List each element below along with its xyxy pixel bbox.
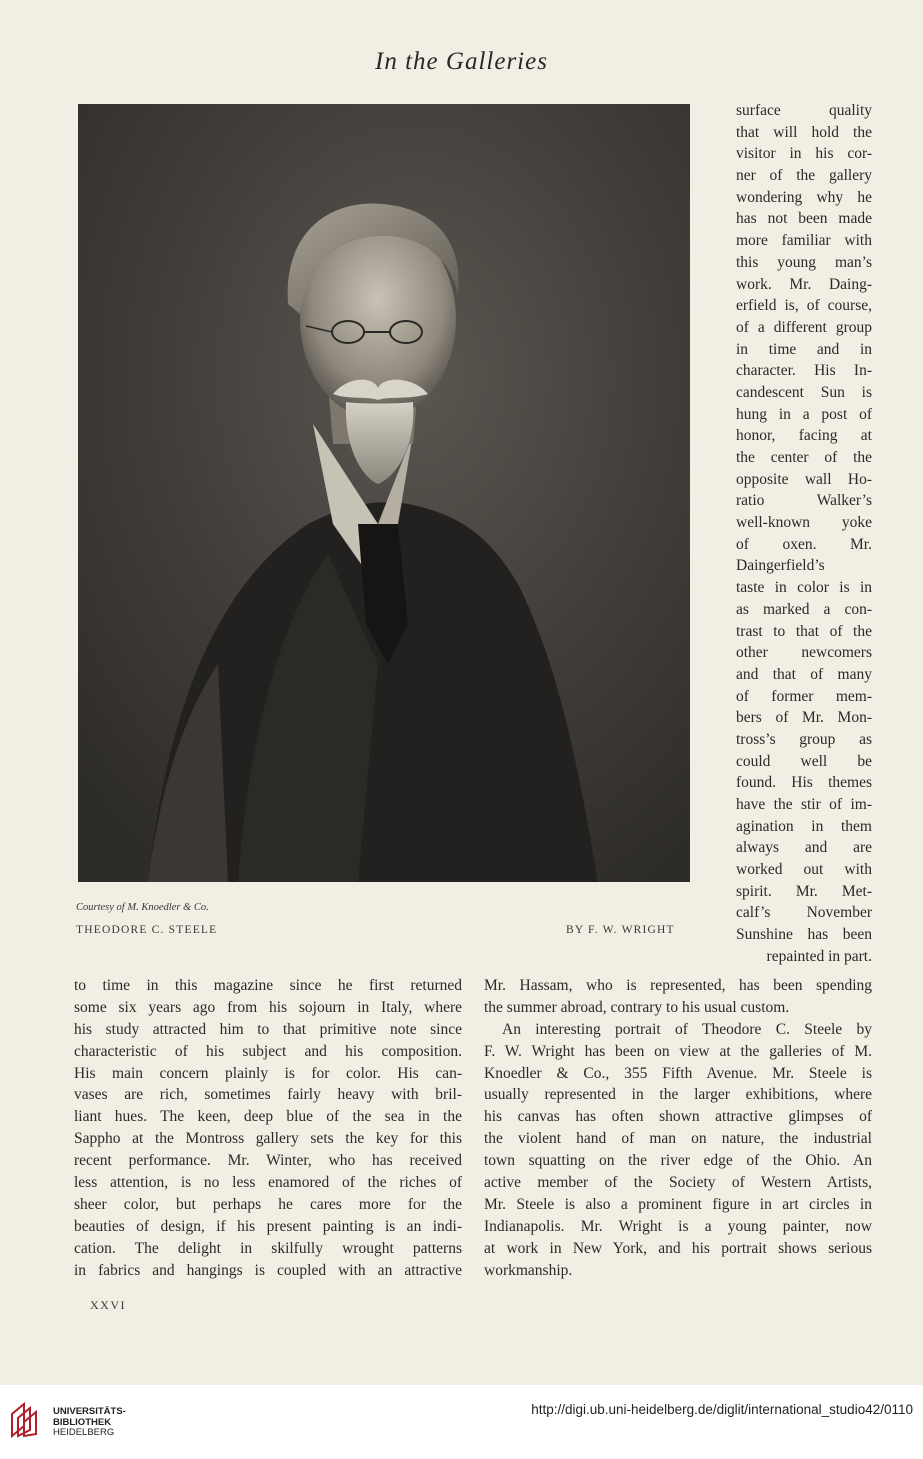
- text-line: liant hues. The keen, deep blue of the sea in the: [74, 1108, 462, 1126]
- text-line: Knoedler & Co., 355 Fifth Avenue. Mr. Steele is: [484, 1064, 872, 1082]
- text-line: has not been made: [736, 210, 872, 228]
- text-line: repainted in part.: [766, 947, 872, 965]
- text-line: ner of the gallery: [736, 167, 872, 185]
- text-line: town squatting on the river edge of the Ohio. An: [484, 1152, 872, 1170]
- text-line: honor, facing at: [736, 427, 872, 445]
- text-line: calf’s November: [736, 904, 872, 922]
- text-line: erfield is, of course,: [736, 297, 872, 315]
- figure-sitter: THEODORE C. STEELE: [76, 924, 218, 936]
- text-line: An interesting portrait of Theodore C. Steele by: [502, 1020, 872, 1038]
- text-line: hung in a post of: [736, 405, 872, 423]
- right-column-text: [484, 975, 872, 1281]
- figure-credit: Courtesy of M. Knoedler & Co.: [76, 902, 209, 913]
- text-line: Daingerfield’s: [736, 557, 825, 575]
- text-line: sheer color, but perhaps he cares more for the: [74, 1195, 462, 1213]
- text-line: could well be: [736, 752, 872, 770]
- library-logo-icon: [10, 1402, 44, 1438]
- text-line: at work in New York, and his portrait shows serious: [484, 1239, 872, 1257]
- text-line: always and are: [736, 839, 872, 857]
- library-line: UNIVERSITÄTS-: [53, 1406, 126, 1417]
- text-line: wondering why he: [736, 188, 872, 206]
- text-line: workmanship.: [484, 1261, 573, 1279]
- text-line: active member of the Society of Western Artists,: [484, 1174, 872, 1192]
- text-line: work. Mr. Daing-: [736, 275, 872, 293]
- text-line: beauties of design, if his present painting is an indi-: [74, 1217, 462, 1235]
- text-line: agination in them: [736, 817, 872, 835]
- text-line: spirit. Mr. Met-: [736, 882, 872, 900]
- text-line: visitor in his cor-: [736, 145, 872, 163]
- text-line: the summer abroad, contrary to his usual custom.: [484, 998, 790, 1016]
- text-line: of a different group: [736, 318, 872, 336]
- text-line: F. W. Wright has been on view at the galleries of M.: [484, 1042, 872, 1060]
- text-line: candescent Sun is: [736, 383, 872, 401]
- library-name: [53, 1407, 126, 1439]
- portrait-illustration: [78, 104, 690, 882]
- text-line: that will hold the: [736, 123, 872, 141]
- text-line: tross’s group as: [736, 730, 872, 748]
- text-line: Mr. Hassam, who is represented, has been spending: [484, 977, 872, 994]
- side-column-text: [736, 100, 872, 968]
- text-line: found. His themes: [736, 774, 872, 792]
- text-line: in time and in: [736, 340, 872, 358]
- text-line: His main concern plainly is for color. His can-: [74, 1064, 462, 1082]
- page-number: XXVI: [90, 1298, 126, 1312]
- text-line: some six years ago from his sojourn in Italy, where: [74, 998, 462, 1016]
- text-line: vases are rich, sometimes fairly heavy with bril-: [74, 1086, 462, 1104]
- text-line: of former mem-: [736, 687, 872, 705]
- text-line: well-known yoke: [736, 514, 872, 532]
- text-line: worked out with: [736, 861, 872, 879]
- text-line: and that of many: [736, 665, 872, 683]
- text-line: Sunshine has been: [736, 926, 872, 944]
- text-line: in fabrics and hangings is coupled with an attractive: [74, 1261, 462, 1279]
- text-line: to time in this magazine since he first returned: [74, 977, 462, 994]
- text-line: usually represented in the larger exhibitions, where: [484, 1086, 872, 1104]
- text-line: of oxen. Mr.: [736, 535, 872, 553]
- text-line: more familiar with: [736, 232, 872, 250]
- text-line: less attention, is no less enamored of the riches of: [74, 1174, 462, 1192]
- text-line: as marked a con-: [736, 600, 872, 618]
- text-line: cation. The delight in skilfully wrought patterns: [74, 1239, 462, 1257]
- text-line: characteristic of his subject and his composition.: [74, 1042, 462, 1060]
- left-column-text: [74, 975, 462, 1281]
- text-line: have the stir of im-: [736, 796, 872, 813]
- text-line: Sappho at the Montross gallery sets the key for this: [74, 1130, 462, 1148]
- text-line: surface quality: [736, 102, 872, 119]
- text-line: recent performance. Mr. Winter, who has received: [74, 1152, 462, 1170]
- text-line: character. His In-: [736, 362, 872, 380]
- text-line: Mr. Steele is also a prominent figure in art circles in: [484, 1195, 872, 1213]
- text-line: his canvas has often shown attractive glimpses of: [484, 1108, 872, 1126]
- text-line: ratio Walker’s: [736, 492, 872, 510]
- text-line: the violent hand of man on nature, the industrial: [484, 1130, 872, 1148]
- page-title: In the Galleries: [375, 48, 548, 75]
- text-line: other newcomers: [736, 644, 872, 662]
- text-line: Indianapolis. Mr. Wright is a young painter, now: [484, 1217, 872, 1235]
- text-line: his study attracted him to that primitive note since: [74, 1020, 462, 1038]
- figure-artist: BY F. W. WRIGHT: [566, 924, 675, 936]
- library-line: BIBLIOTHEK: [53, 1416, 112, 1428]
- text-line: the center of the: [736, 449, 872, 466]
- text-line: opposite wall Ho-: [736, 470, 872, 488]
- text-line: this young man’s: [736, 253, 872, 271]
- text-line: trast to that of the: [736, 622, 872, 640]
- footer-bar: [0, 1385, 923, 1459]
- library-line: HEIDELBERG: [53, 1427, 115, 1438]
- source-url-link[interactable]: http://digi.ub.uni-heidelberg.de/diglit/international_studio42/0110: [531, 1402, 913, 1417]
- text-line: bers of Mr. Mon-: [736, 709, 872, 727]
- text-line: taste in color is in: [736, 579, 872, 597]
